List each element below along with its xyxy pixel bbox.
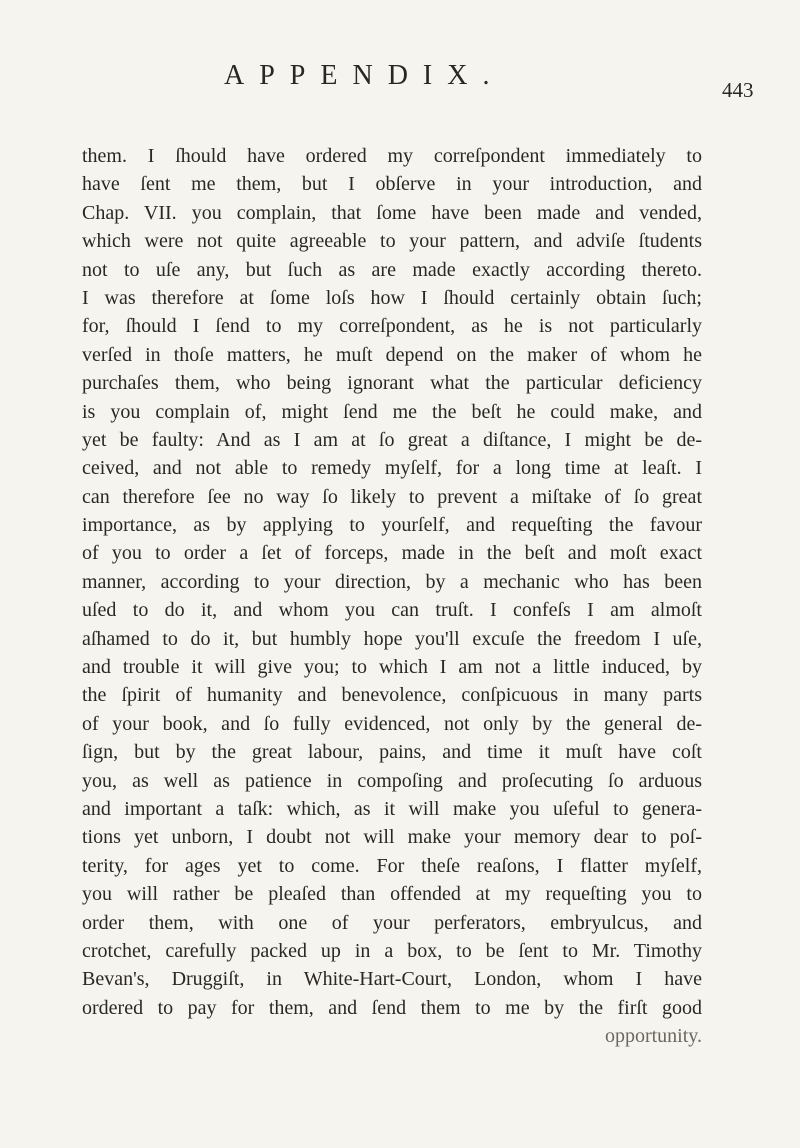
text-line: the ſpirit of humanity and benevolence, conſpicuous in many parts <box>82 684 702 707</box>
text-line: I was therefore at ſome loſs how I ſhould certainly obtain ſuch; <box>82 286 702 309</box>
text-line: yet be faulty: And as I am at ſo great a diſtance, I might be de- <box>82 428 702 451</box>
text-line: uſed to do it, and whom you can truſt. I confeſs I am almoſt <box>82 599 702 622</box>
catchword: opportunity. <box>604 1025 702 1048</box>
text-line: verſed in thoſe matters, he muſt depend on the maker of whom he <box>82 343 702 366</box>
text-line: Chap. VII. you complain, that ſome have been made and vended, <box>82 201 702 224</box>
body-text <box>82 142 702 1051</box>
text-line: crotchet, carefully packed up in a box, to be ſent to Mr. Timothy <box>82 939 702 962</box>
text-line: them. I ſhould have ordered my correſpondent immediately to <box>82 145 702 167</box>
text-line: ordered to pay for them, and ſend them to me by the firſt good <box>82 996 702 1019</box>
page-number: 443 <box>722 78 754 102</box>
text-line: for, ſhould I ſend to my correſpondent, as he is not particularly <box>82 315 702 338</box>
text-line: order them, with one of your perferators, embryulcus, and <box>82 911 702 934</box>
text-line: purchaſes them, who being ignorant what the particular deficiency <box>82 372 702 395</box>
text-line: importance, as by applying to yourſelf, and requeſting the favour <box>82 514 702 537</box>
text-line: ceived, and not able to remedy myſelf, for a long time at leaſt. I <box>82 457 702 480</box>
text-line: manner, according to your direction, by a mechanic who has been <box>82 570 702 593</box>
text-line: can therefore ſee no way ſo likely to prevent a miſtake of ſo great <box>82 485 702 508</box>
text-line: is you complain of, might ſend me the beſt he could make, and <box>82 400 702 423</box>
text-line: Bevan's, Druggiſt, in White-Hart-Court, London, whom I have <box>82 968 702 991</box>
text-line: of you to order a ſet of forceps, made in the beſt and moſt exact <box>82 542 702 565</box>
text-line: and trouble it will give you; to which I am not a little induced, by <box>82 656 702 679</box>
text-line: and important a taſk: which, as it will make you uſeful to genera- <box>82 797 702 820</box>
text-line: not to uſe any, but ſuch as are made exactly according thereto. <box>82 258 702 281</box>
text-line: ſign, but by the great labour, pains, and time it muſt have coſt <box>82 741 702 764</box>
text-line: you will rather be pleaſed than offended at my requeſting you to <box>82 883 702 906</box>
text-line: aſhamed to do it, but humbly hope you'll excuſe the freedom I uſe, <box>82 627 702 650</box>
text-line: you, as well as patience in compoſing and proſecuting ſo arduous <box>82 769 702 792</box>
running-head <box>0 60 800 100</box>
text-line: have ſent me them, but I obſerve in your introduction, and <box>82 173 702 196</box>
text-line: terity, for ages yet to come. For theſe reaſons, I flatter myſelf, <box>82 854 702 877</box>
running-title: APPENDIX. <box>224 60 505 91</box>
text-line: which were not quite agreeable to your pattern, and adviſe ſtudents <box>82 230 702 253</box>
text-line: tions yet unborn, I doubt not will make your memory dear to poſ- <box>82 826 702 849</box>
text-line: of your book, and ſo fully evidenced, not only by the general de- <box>82 712 702 735</box>
